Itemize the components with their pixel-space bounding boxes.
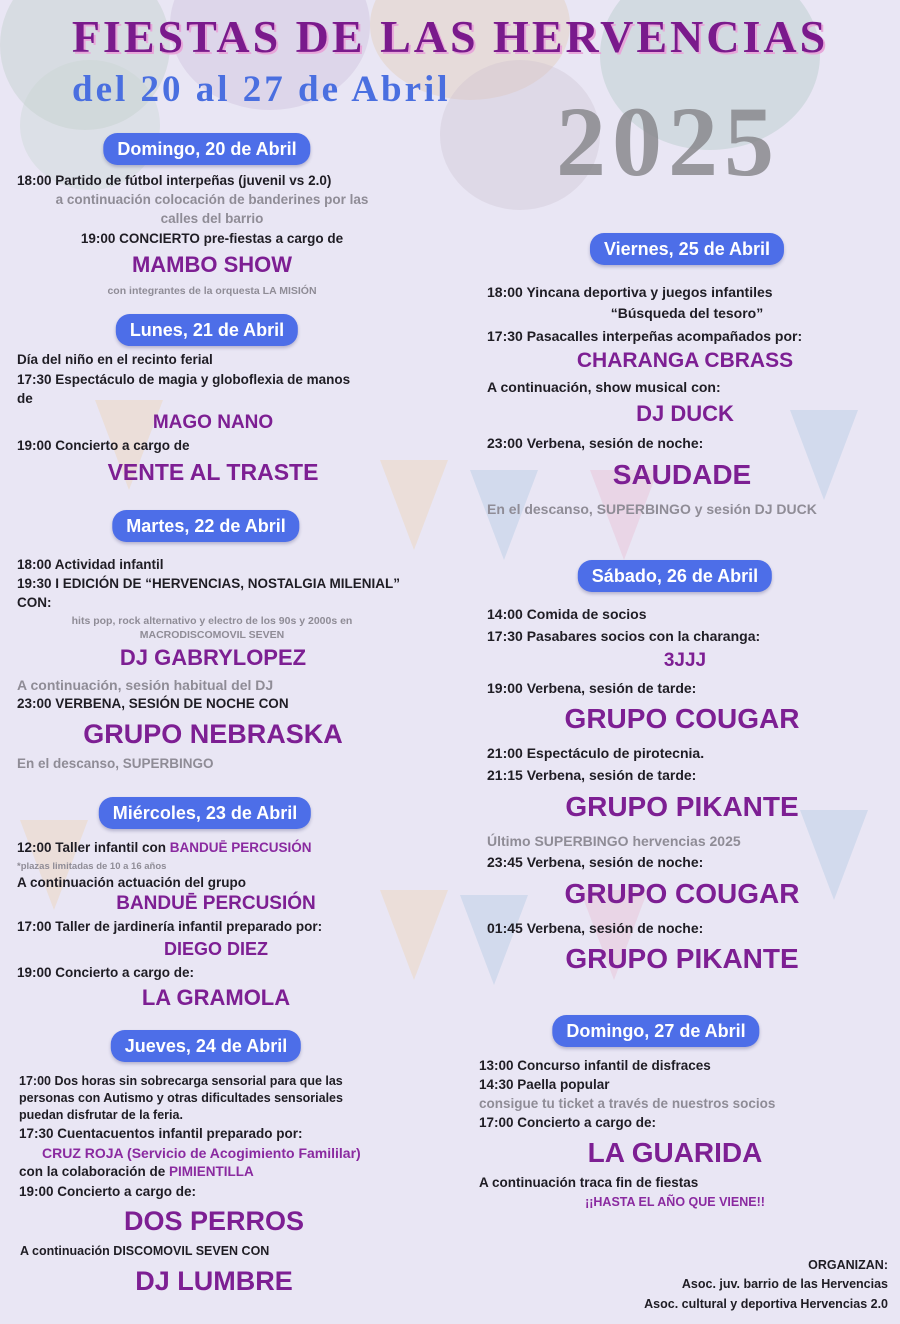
date-range: del 20 al 27 de Abril [72,69,451,110]
event-line: 13:00 Concurso infantil de disfraces [479,1058,711,1073]
decorative-pennant [790,410,858,500]
event-line: 01:45 Verbena, sesión de noche: [487,920,704,936]
performer-name: 3JJJ [663,650,707,671]
event-line: personas con Autismo y otras dificultades sensoriales [19,1091,343,1105]
event-line: 21:00 Espectáculo de pirotecnia. [487,745,705,761]
event-line: 23:00 VERBENA, SESIÓN DE NOCHE CON [17,696,289,711]
day-header: Domingo, 27 de Abril [552,1015,759,1047]
performer-inline: BANDUĒ PERCUSIÓN [169,840,312,855]
event-line: 18:00 Actividad infantil [17,557,164,572]
performer-name: DOS PERROS [123,1206,305,1236]
event-line: 23:45 Verbena, sesión de noche: [487,854,704,870]
performer-name: CHARANGA CBRASS [576,349,794,372]
event-line: 17:30 Cuentacuentos infantil preparado por: [19,1126,303,1141]
performer-name: DJ DUCK [636,401,734,426]
event-line: 17:00 Taller de jardinería infantil preparado por: [17,919,323,934]
event-line [17,839,312,857]
event-line: 17:30 Espectáculo de magia y globoflexia de manos [17,372,351,387]
decorative-pennant [800,810,868,900]
closing-message: ¡¡HASTA EL AÑO QUE VIENE!! [585,1195,765,1209]
event-line: 17:00 Concierto a cargo de: [479,1115,657,1130]
event-line: 19:30 I EDICIÓN DE “HERVENCIAS, NOSTALGIA MILENIAL” [17,576,401,591]
performer-name: BANDUĒ PERCUSIÓN [116,893,316,914]
performer-name: SAUDADE [612,459,752,490]
event-line: 14:00 Comida de socios [487,606,647,622]
day-header: Domingo, 20 de Abril [103,133,310,165]
event-line: 19:00 CONCIERTO pre-fiestas a cargo de [80,231,344,246]
event-line: 19:00 Verbena, sesión de tarde: [487,680,697,696]
decorative-pennant [380,890,448,980]
event-line: 17:30 Pasacalles interpeñas acompañados por: [487,328,803,344]
performer-name: VENTE AL TRASTE [107,459,319,485]
event-note: con integrantes de la orquesta LA MISIÓN [107,285,317,297]
event-line: 21:15 Verbena, sesión de tarde: [487,767,697,783]
performer-name: DIEGO DIEZ [163,939,269,959]
event-line: 17:00 Dos horas sin sobrecarga sensorial para que las [19,1074,343,1088]
event-line: “Búsqueda del tesoro” [610,305,764,321]
performer-name: MAMBO SHOW [131,252,293,277]
performer-name: GRUPO PIKANTE [565,791,799,822]
event-line [19,1163,254,1181]
organizer: Asoc. cultural y deportiva Hervencias 2.0 [644,1297,888,1311]
performer-name: GRUPO COUGAR [564,703,800,734]
event-line: a continuación colocación de banderines por las [55,192,369,207]
year: 2025 [556,86,780,197]
event-text: con la colaboración de [19,1164,170,1179]
performer-inline: CRUZ ROJA (Servicio de Acogimiento Famililar) [42,1145,361,1161]
event-line: consigue tu ticket a través de nuestros socios [479,1096,776,1111]
event-line: 17:30 Pasabares socios con la charanga: [487,628,761,644]
performer-name: GRUPO PIKANTE [565,943,799,974]
day-header: Martes, 22 de Abril [112,510,299,542]
event-line: 23:00 Verbena, sesión de noche: [487,435,704,451]
performer-name: LA GUARIDA [587,1137,763,1168]
event-line: 18:00 Partido de fútbol interpeñas (juvenil vs 2.0) [17,173,332,188]
performer-name: MAGO NANO [152,412,274,433]
event-line: 14:30 Paella popular [479,1077,610,1092]
event-line: CON: [17,595,52,610]
event-line: En el descanso, SUPERBINGO [17,756,214,771]
event-line: 19:00 Concierto a cargo de: [19,1184,197,1199]
event-line: de [17,391,33,406]
performer-inline: PIMIENTILLA [169,1164,254,1179]
event-line: 18:00 Yincana deportiva y juegos infantiles [487,284,773,300]
day-header: Lunes, 21 de Abril [116,314,298,346]
event-line: Último SUPERBINGO hervencias 2025 [487,833,741,849]
event-note: hits pop, rock alternativo y electro de los 90s y 2000s en [71,615,353,627]
event-line: A continuación, show musical con: [487,379,721,395]
event-line: A continuación traca fin de fiestas [479,1175,699,1190]
event-note: *plazas limitadas de 10 a 16 años [17,861,167,872]
poster-title: FIESTAS DE LAS HERVENCIAS [71,11,829,62]
event-line: puedan disfrutar de la feria. [19,1108,183,1122]
organizers-heading: ORGANIZAN: [808,1258,888,1272]
day-header: Miércoles, 23 de Abril [99,797,311,829]
event-line: A continuación DISCOMOVIL SEVEN CON [20,1244,270,1258]
event-text: 12:00 Taller infantil con [17,840,170,855]
event-note: MACRODISCOMOVIL SEVEN [139,629,285,641]
event-line: 19:00 Concierto a cargo de [17,438,190,453]
performer-name: LA GRAMOLA [141,985,291,1010]
organizer: Asoc. juv. barrio de las Hervencias [681,1277,888,1291]
day-header: Viernes, 25 de Abril [590,233,784,265]
decorative-pennant [380,460,448,550]
event-line: A continuación actuación del grupo [17,875,247,890]
event-line: 19:00 Concierto a cargo de: [17,965,195,980]
performer-name: DJ LUMBRE [135,1266,293,1296]
event-line: A continuación, sesión habitual del DJ [17,677,274,693]
decorative-pennant [460,895,528,985]
event-line: Día del niño en el recinto ferial [17,352,213,367]
day-header: Sábado, 26 de Abril [578,560,772,592]
performer-name: GRUPO NEBRASKA [83,719,343,749]
event-line: En el descanso, SUPERBINGO y sesión DJ DUCK [487,501,817,517]
performer-name: DJ GABRYLOPEZ [119,645,307,670]
performer-name: GRUPO COUGAR [564,878,800,909]
day-header: Jueves, 24 de Abril [111,1030,301,1062]
event-line: calles del barrio [160,211,264,226]
